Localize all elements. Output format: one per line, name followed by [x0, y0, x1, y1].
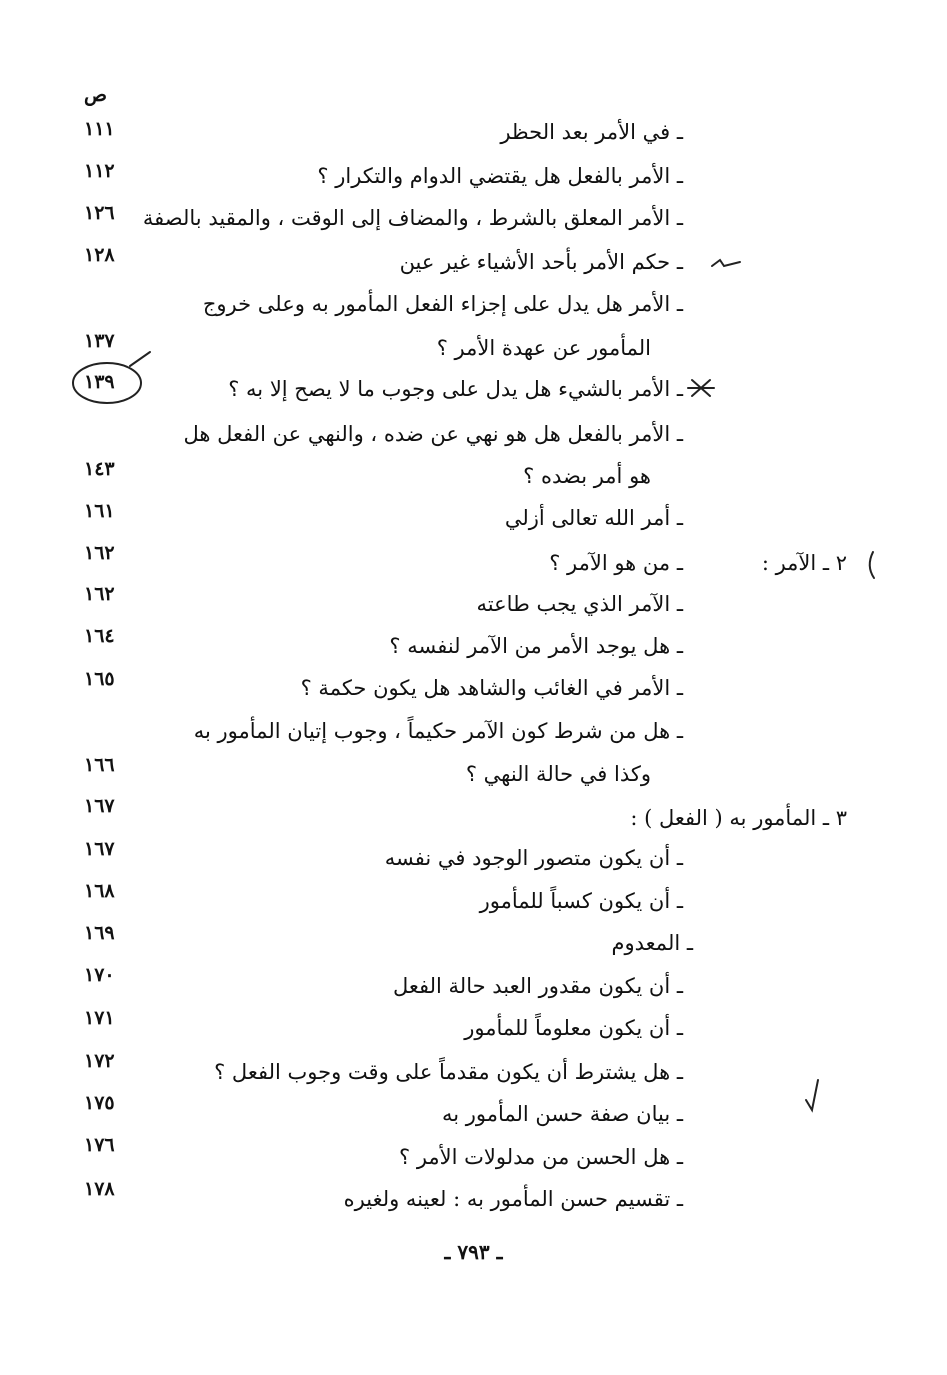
entry-21: ـ أن يكون معلوماً للمأمور	[464, 1016, 683, 1040]
page-number-2: ١٢٦	[84, 202, 115, 224]
entry-13: ـ الأمر في الغائب والشاهد هل يكون حكمة ؟	[300, 676, 683, 700]
entry-1: ـ الأمر بالفعل هل يقتضي الدوام والتكرار ؟	[317, 164, 683, 188]
tick-mark-icon	[712, 260, 740, 266]
entry-5: المأمور عن عهدة الأمر ؟	[436, 336, 651, 360]
entry-17: ـ أن يكون متصور الوجود في نفسه	[384, 846, 683, 870]
entry-20: ـ أن يكون مقدور العبد حالة الفعل	[392, 974, 683, 998]
asterisk-mark-icon	[688, 380, 714, 396]
page-number-0: ١١١	[84, 118, 115, 140]
section-mamur-bih: ٣ ـ المأمور به ( الفعل ) :	[630, 806, 847, 830]
page-number-13: ١٦٥	[84, 668, 115, 690]
page-number-6: ١٣٩	[84, 371, 115, 393]
page-number-9: ١٦١	[84, 500, 115, 522]
page-number-16: ١٦٧	[84, 795, 115, 817]
page-number-22: ١٧٢	[84, 1050, 115, 1072]
bracket-mark-icon	[870, 552, 874, 578]
page-number-1: ١١٢	[84, 160, 115, 182]
entry-24: ـ هل الحسن من مدلولات الأمر ؟	[399, 1145, 683, 1169]
page-number-15: ١٦٦	[84, 754, 115, 776]
entry-0: ـ في الأمر بعد الحظر	[500, 120, 683, 144]
page-number-3: ١٢٨	[84, 244, 115, 266]
entry-6: ـ الأمر بالشيء هل يدل على وجوب ما لا يصح إلا به ؟	[228, 377, 683, 401]
entry-22: ـ هل يشترط أن يكون مقدماً على وقت وجوب الفعل ؟	[214, 1060, 683, 1084]
entry-19: ـ المعدوم	[611, 931, 693, 955]
check-mark-icon	[806, 1080, 818, 1110]
entry-14: ـ هل من شرط كون الآمر حكيماً ، وجوب إتيان المأمور به	[193, 719, 683, 743]
page-number-11: ١٦٢	[84, 583, 115, 605]
page-number-8: ١٤٣	[84, 458, 115, 480]
page-number-5: ١٣٧	[84, 330, 115, 352]
page-number-23: ١٧٥	[84, 1092, 115, 1114]
entry-7: ـ الأمر بالفعل هل هو نهي عن ضده ، والنهي عن الفعل هل	[183, 422, 683, 446]
page-number-24: ١٧٦	[84, 1134, 115, 1156]
page-number-17: ١٦٧	[84, 838, 115, 860]
entry-11: ـ الآمر الذي يجب طاعته	[476, 592, 683, 616]
page-number-25: ١٧٨	[84, 1178, 115, 1200]
page-number-20: ١٧٠	[84, 964, 115, 986]
entry-9: ـ أمر الله تعالى أزلي	[504, 506, 683, 530]
page-number-18: ١٦٨	[84, 880, 115, 902]
page-footer-number: ـ ٧٩٣ ـ	[444, 1240, 503, 1264]
entry-23: ـ بيان صفة حسن المأمور به	[441, 1102, 683, 1126]
entry-2: ـ الأمر المعلق بالشرط ، والمضاف إلى الوقت ، والمقيد بالصفة	[142, 206, 683, 230]
page-number-21: ١٧١	[84, 1007, 115, 1029]
entry-25: ـ تقسيم حسن المأمور به : لعينه ولغيره	[343, 1187, 683, 1211]
entry-4: ـ الأمر هل يدل على إجزاء الفعل المأمور به وعلى خروج	[202, 292, 683, 316]
page-number-19: ١٦٩	[84, 922, 115, 944]
entry-3: ـ حكم الأمر بأحد الأشياء غير عين	[399, 250, 683, 274]
page-number-10: ١٦٢	[84, 542, 115, 564]
entry-12: ـ هل يوجد الأمر من الآمر لنفسه ؟	[389, 634, 683, 658]
entry-15: وكذا في حالة النهي ؟	[465, 762, 651, 786]
entry-8: هو أمر بضده ؟	[523, 464, 651, 488]
column-header: ص	[84, 84, 107, 106]
circle-mark-icon	[73, 363, 141, 403]
section-amir: ٢ ـ الآمر :	[761, 551, 847, 575]
entry-10: ـ من هو الآمر ؟	[549, 551, 683, 575]
entry-18: ـ أن يكون كسباً للمأمور	[479, 889, 683, 913]
page-number-12: ١٦٤	[84, 625, 115, 647]
